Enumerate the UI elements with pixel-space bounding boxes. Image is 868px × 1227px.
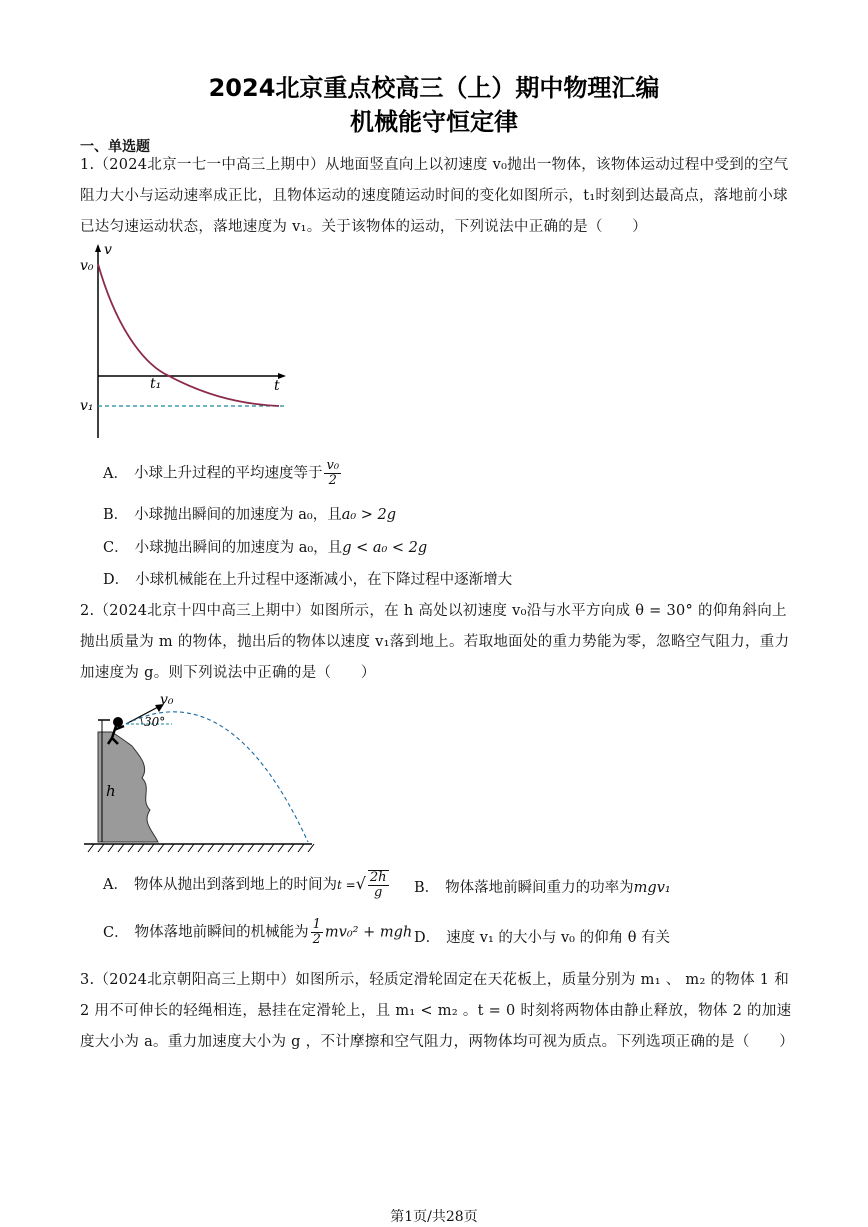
q2-projectile-figure	[80, 692, 320, 856]
page-title: 2024北京重点校高三（上）期中物理汇编	[208, 74, 660, 102]
v-axis-arrow	[95, 244, 101, 252]
q1-velocity-time-graph	[74, 242, 294, 444]
v1-label: v₁	[80, 398, 94, 414]
person-head	[113, 717, 123, 727]
question-1-text: 1.（2024北京一七一中高三上期中）从地面竖直向上以初速度 v₀抛出一物体，该物体运动过程中受到的空气阻力大小与运动速率成正比，且物体运动的速度随运动时间的变化如图所示，t₁时刻到达最高点，落地前小球已达匀速运动状态，落地速度为 v₁。关于该物体的运动，下列说法中正确的是（ ）	[80, 157, 789, 235]
trajectory	[126, 712, 308, 842]
angle-label: 30°	[144, 715, 166, 729]
q2-option-c[interactable]: C． 物体落地前瞬间的机械能为 $\frac{1}{2}$ mv₀² + mgh	[103, 917, 413, 947]
question-2-text: 2.（2024北京十四中高三上期中）如图所示，在 h 高处以初速度 v₀沿与水平方向成 θ = 30° 的仰角斜向上抛出质量为 m 的物体，抛出后的物体以速度 v₁落到地上。若取地面处的重力势能为零，忽略空气阻力，重力加速度为 g。则下列说法中正确的是（ ）	[80, 603, 790, 681]
v0-label: v₀	[160, 692, 174, 708]
q2-option-d[interactable]: D． 速度 v₁ 的大小与 v₀ 的仰角 θ 有关	[414, 930, 671, 946]
sqrt-icon: √	[355, 874, 366, 893]
page-subtitle: 机械能守恒定律	[350, 108, 518, 136]
question-3-text: 3.（2024北京朝阳高三上期中）如图所示，轻质定滑轮固定在天花板上，质量分别为 m₁ 、 m₂ 的物体 1 和 2 用不可伸长的轻绳相连，悬挂在定滑轮上，且 m₁ < m₂ 。t = 0 时刻将两物体由静止释放，物体 2 的加速度大小为 a。重力加速度大小为 g ，不计摩擦和空气阻力，两物体均可视为质点。下列选项正确的是（ ）	[80, 972, 795, 1050]
h-label: h	[106, 782, 116, 800]
q1-option-d[interactable]: D． 小球机械能在上升过程中逐渐减小，在下降过程中逐渐增大	[103, 572, 513, 588]
q2-option-a[interactable]: A． 物体从抛出到落到地上的时间为t =√ $\frac{2h}{g}$	[103, 870, 387, 900]
fraction: $\frac{1}{2}$	[312, 917, 321, 947]
fraction: $\frac{\text{v₀}}{2}$	[326, 458, 340, 488]
v0-label: v₀	[80, 258, 94, 274]
q2-option-b[interactable]: B． 物体落地前瞬间重力的功率为mgv₁	[414, 880, 671, 896]
fraction: $\frac{2h}{g}$	[369, 870, 387, 900]
ground-hatching	[88, 844, 314, 852]
t-axis-label: t	[274, 378, 280, 394]
v-axis-label: v	[104, 242, 112, 258]
t1-label: t₁	[150, 376, 162, 392]
q1-option-b[interactable]: B． 小球抛出瞬间的加速度为 a₀，且a₀ > 2g	[103, 507, 397, 523]
page-footer: 第1页/共28页	[390, 1209, 478, 1225]
q1-option-c[interactable]: C． 小球抛出瞬间的加速度为 a₀，且g < a₀ < 2g	[103, 540, 428, 556]
q1-option-a[interactable]: A． 小球上升过程的平均速度等于 $\frac{\text{v₀}}{2}$	[103, 458, 340, 488]
velocity-curve	[98, 264, 279, 406]
section-heading: 一、单选题	[80, 139, 150, 155]
